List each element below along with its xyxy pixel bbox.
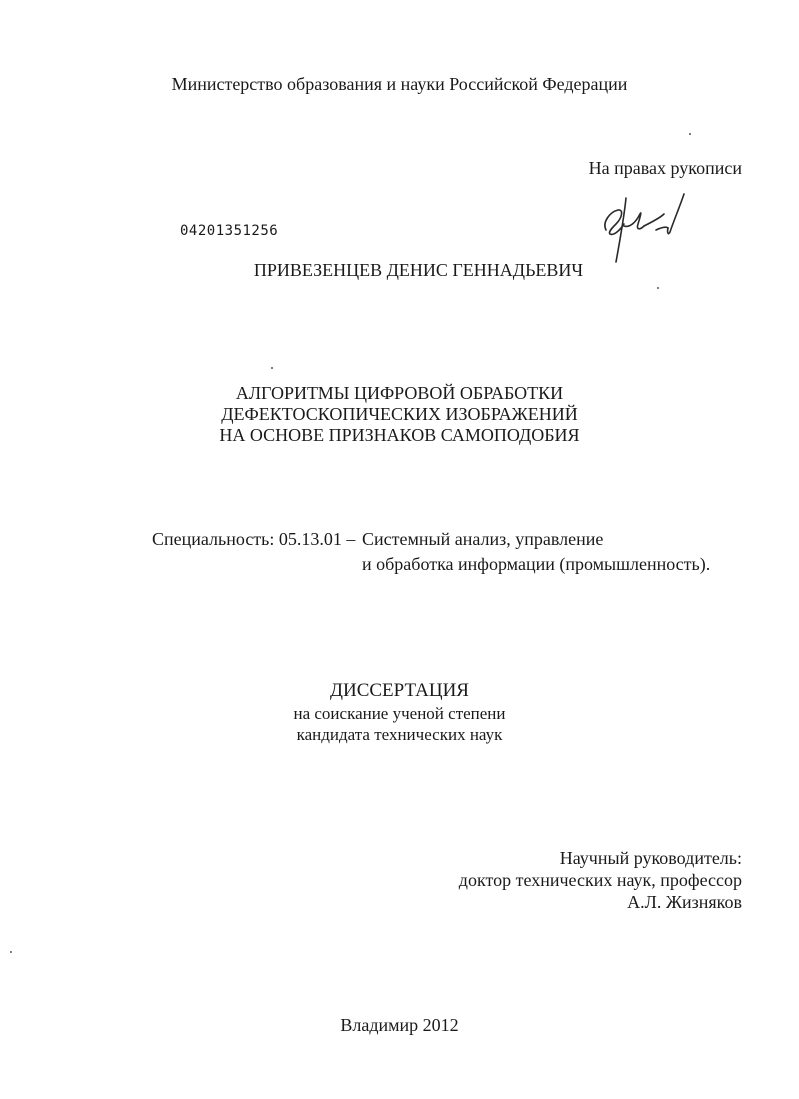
title-line: ДЕФЕКТОСКОПИЧЕСКИХ ИЗОБРАЖЕНИЙ <box>221 404 578 424</box>
dissertation-title <box>0 383 799 446</box>
supervisor-degree: доктор технических наук, профессор <box>458 870 742 890</box>
specialty-label: Специальность: 05.13.01 – <box>152 529 356 549</box>
dissertation-block <box>0 679 799 745</box>
supervisor-name: А.Л. Жизняков <box>627 892 742 912</box>
supervisor-block <box>459 847 742 913</box>
specialty-name-line-2: и обработка информации (промышленность). <box>362 554 711 574</box>
supervisor-label: Научный руководитель: <box>559 848 742 868</box>
author-name-text: ПРИВЕЗЕНЦЕВ ДЕНИС ГЕННАДЬЕВИЧ <box>253 260 584 280</box>
scan-speck <box>689 133 691 135</box>
scan-speck <box>10 951 12 953</box>
dissertation-heading: ДИССЕРТАЦИЯ <box>330 680 469 701</box>
registration-number: 04201351256 <box>180 223 279 239</box>
scan-speck <box>657 287 659 289</box>
specialty-name-line-1: Системный анализ, управление <box>362 529 604 549</box>
ministry-heading: Министерство образования и науки Российской Федерации <box>171 74 628 94</box>
degree-line-2: кандидата технических наук <box>296 725 503 744</box>
city-year: Владимир 2012 <box>340 1015 459 1035</box>
handwritten-signature-icon <box>596 188 688 268</box>
author-name <box>0 259 799 281</box>
scan-speck <box>271 367 273 369</box>
title-line: НА ОСНОВЕ ПРИЗНАКОВ САМОПОДОБИЯ <box>219 425 580 445</box>
title-line: АЛГОРИТМЫ ЦИФРОВОЙ ОБРАБОТКИ <box>235 383 564 403</box>
manuscript-rights-label: На правах рукописи <box>588 158 742 178</box>
degree-line-1: на соискание ученой степени <box>293 704 506 723</box>
